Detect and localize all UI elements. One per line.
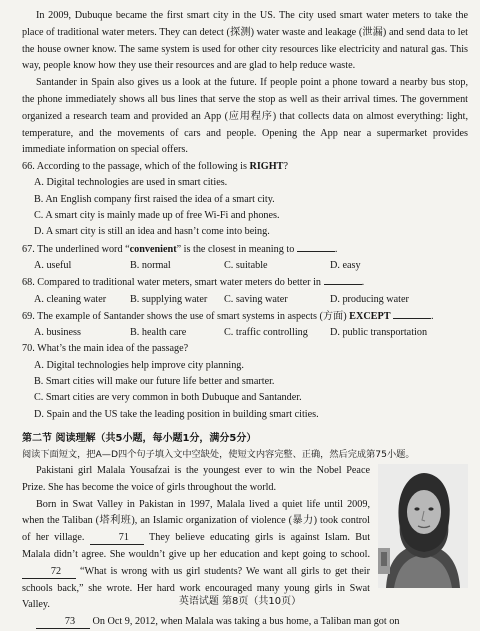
malala-p3-text: On Oct 9, 2012, when Malala was taking a bus home, a Taliban man got on xyxy=(92,616,400,628)
answer-blank xyxy=(324,274,362,285)
question-66-keyword: RIGHT xyxy=(249,161,284,173)
q68-option-a: A. cleaning water xyxy=(34,293,107,305)
q70-option-a: A. Digital technologies help improve city planning. xyxy=(34,359,244,371)
question-66 xyxy=(22,159,468,240)
q70-option-c: C. Smart cities are very common in both Dubuque and Santander. xyxy=(34,392,302,404)
blank-71: 71 xyxy=(90,532,144,545)
malala-paragraph-1: Pakistani girl Malala Yousafzai is the youngest ever to win the Nobel Peace Prize. She has become the voice of girls throughout the world. xyxy=(22,464,370,493)
question-70 xyxy=(22,341,468,422)
q70-option-d: D. Spain and the US take the leading position in building smart cities. xyxy=(34,408,319,420)
question-67-keyword: convenient xyxy=(129,243,177,255)
passage-paragraph-1: In 2009, Dubuque became the first smart city in the US. The city used smart water meters to take the place of traditional water meters. They can detect (探测) water waste and leakage (泄漏) and send data to let the house owner know. The same system is used for other city resources like electricity and natural gas. This way, people know how they use their resources and are glad to help reduce waste. xyxy=(22,10,468,72)
question-67-stem: 67. The underlined word “ xyxy=(22,243,130,255)
passage-paragraph-2: Santander in Spain also gives us a look at the future. If people point a phone toward a nearby bus stop, the phone immediately shows all bus lines that serve the stop as well as their arrival times. The government organized a research team and provided an App (应用程序) that collects data on almost everything: light, temperature, and the movements of cars and people. Opening the App near a supermarket provides immediate information on special offers. xyxy=(22,77,468,156)
q69-option-d: D. public transportation xyxy=(330,327,428,339)
q68-option-d: D. producing water xyxy=(330,293,409,305)
q67-option-c: C. suitable xyxy=(224,259,268,271)
section-title: 第二节 阅读理解（共5小题，每小题1分，满分5分） xyxy=(22,432,257,444)
section-instruction: 阅读下面短文，把A—D四个句子填入文中空缺处，使短文内容完整、正确，然后完成第75小题。 xyxy=(22,448,415,460)
answer-blank xyxy=(393,308,431,319)
q68-option-c: C. saving water xyxy=(224,293,288,305)
question-66-stem: 66. According to the passage, which of the following is xyxy=(22,161,250,173)
q67-option-d: D. easy xyxy=(330,259,361,271)
malala-paragraph-3 xyxy=(22,614,468,631)
question-67-stem-end: ” is the closest in meaning to xyxy=(176,243,295,255)
q69-option-b: B. health care xyxy=(130,327,187,339)
question-67: 67. The underlined word “convenient” is the closest in meaning to . A. useful B. normal C. suitable D. easy xyxy=(22,241,468,275)
q67-option-a: A. useful xyxy=(34,259,72,271)
question-70-stem: 70. What’s the main idea of the passage? xyxy=(22,343,189,355)
question-69-stem: 69. The example of Santander shows the use of smart systems in aspects (方面) xyxy=(22,310,350,322)
page-footer: 英语试题 第8页（共10页） xyxy=(178,596,302,607)
q66-option-d: D. A smart city is still an idea and hasn’t come into being. xyxy=(34,226,270,238)
malala-p2-part-c: “What is wrong with us girl students? We want all girls to get their schools back,” she wrote. Her hard work encouraged many young girls in Swat Valley. xyxy=(22,565,370,611)
blank-73: 73 xyxy=(36,616,90,629)
malala-p2-part-a: Born in Swat Valley in Pakistan in 1997, Malala lived a quiet life until 2009, when the Taliban (塔利班), an Islamic organization of violence (暴力) took control of her village. xyxy=(22,498,370,544)
question-69-keyword: EXCEPT xyxy=(349,310,391,322)
q68-option-b: B. supplying water xyxy=(130,293,208,305)
q69-option-a: A. business xyxy=(34,327,81,339)
question-68-stem: 68. Compared to traditional water meters, smart water meters do better in xyxy=(22,277,322,289)
malala-p2-part-b: They believe educating girls is against Islam. But Malala didn’t agree. She wouldn’t give up her education and kept going to school. xyxy=(22,532,371,560)
q68-options xyxy=(22,292,468,308)
q69-options xyxy=(22,325,468,341)
q70-option-b: B. Smart cities will make our future life better and smarter. xyxy=(34,376,275,388)
q67-option-b: B. normal xyxy=(130,259,171,271)
q66-option-a: A. Digital technologies are used in smart cities. xyxy=(34,177,228,189)
question-66-stem-end: ? xyxy=(283,161,288,173)
q67-options xyxy=(22,258,468,274)
q69-option-c: C. traffic controlling xyxy=(224,327,308,339)
blank-72: 72 xyxy=(22,566,76,579)
q66-option-c: C. A smart city is mainly made up of free Wi-Fi and phones. xyxy=(34,210,280,222)
portrait-image xyxy=(378,464,468,588)
q66-option-b: B. An English company first raised the idea of a smart city. xyxy=(34,193,275,205)
question-69: 69. The example of Santander shows the use of smart systems in aspects (方面) EXCEPT . A. business B. health care C. traffic controlling D. public transportation xyxy=(22,308,468,342)
question-68: 68. Compared to traditional water meters, smart water meters do better in . A. cleaning water B. supplying water C. saving water D. producing water xyxy=(22,274,468,308)
answer-blank xyxy=(297,241,335,252)
malala-photo xyxy=(378,464,468,588)
